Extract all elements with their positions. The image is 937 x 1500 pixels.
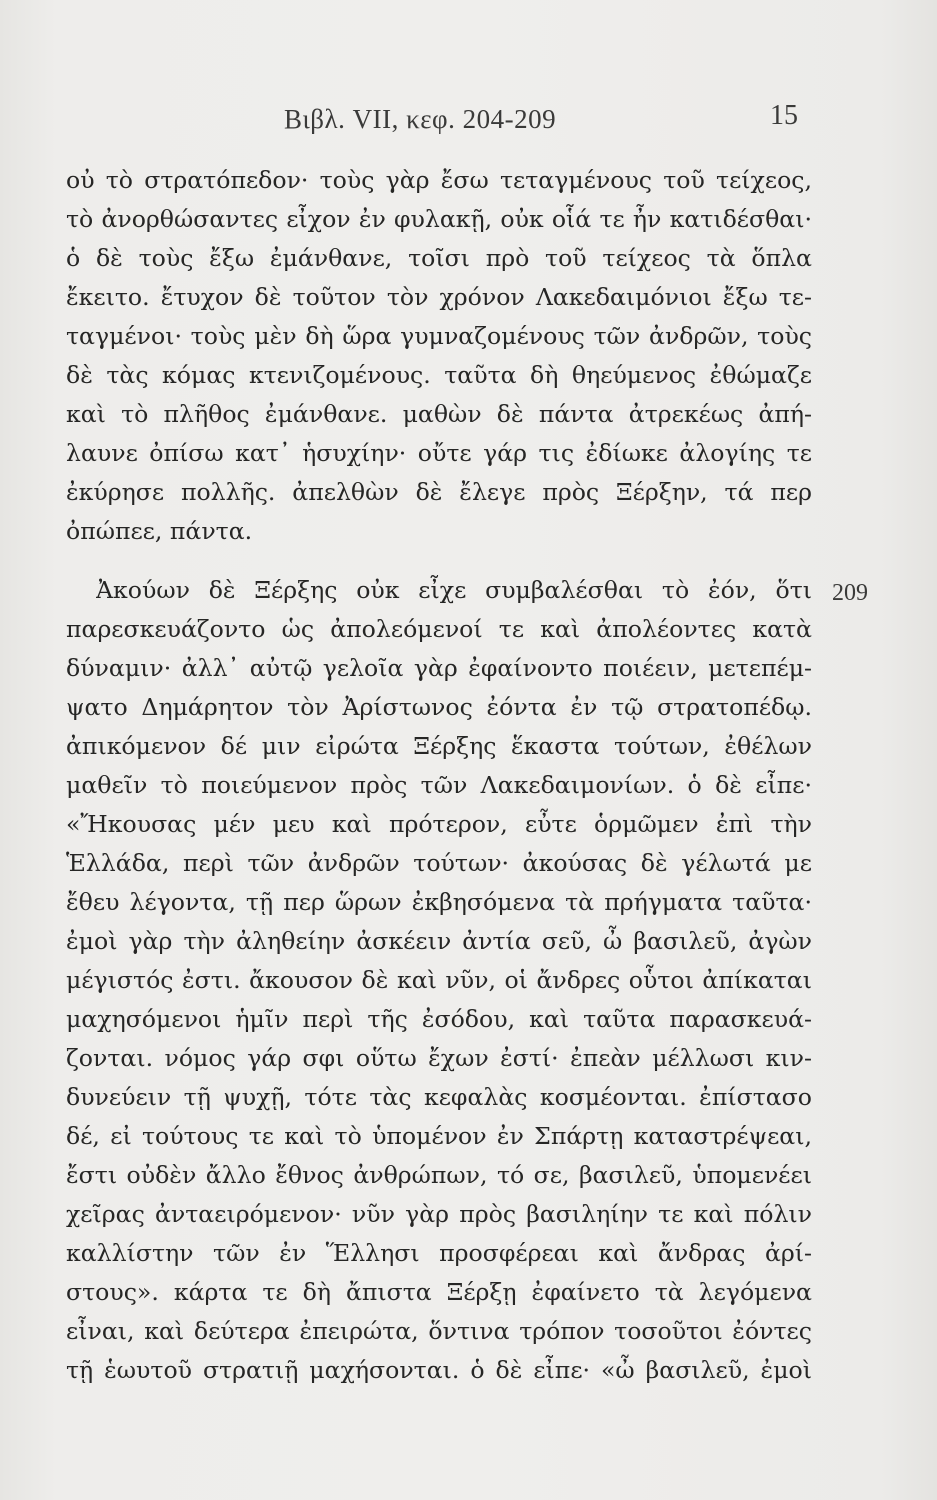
text-line: παρεσκευάζοντο ὡς ἀπολεόμενοί τε καὶ ἀπολέοντες κατὰ bbox=[66, 615, 812, 643]
text-line: δὲ τὰς κόμας κτενιζομένους. ταῦτα δὴ θηεύμενος ἐθώμαζε bbox=[66, 361, 812, 389]
page-number: 15 bbox=[770, 100, 798, 131]
text-line: χεῖρας ἀνταειρόμενον· νῦν γὰρ πρὸς βασιληίην τε καὶ πόλιν bbox=[66, 1200, 812, 1228]
text-line: Ἑλλάδα, περὶ τῶν ἀνδρῶν τούτων· ἀκούσας δὲ γέλωτά με bbox=[66, 849, 812, 877]
text-line: ἐμοὶ γὰρ τὴν ἀληθείην ἀσκέειν ἀντία σεῦ, ὦ βασιλεῦ, ἀγὼν bbox=[66, 927, 812, 955]
text-line: λαυνε ὀπίσω κατ᾽ ἡσυχίην· οὔτε γάρ τις ἐδίωκε ἀλογίης τε bbox=[66, 439, 812, 467]
text-line: ψατο Δημάρητον τὸν Ἀρίστωνος ἐόντα ἐν τῷ στρατοπέδῳ. bbox=[66, 693, 812, 721]
running-head: Βιβλ. VII, κεφ. 204-209 bbox=[284, 104, 557, 134]
text-line: στους». κάρτα τε δὴ ἄπιστα Ξέρξῃ ἐφαίνετο τὰ λεγόμενα bbox=[66, 1278, 812, 1306]
text-line: δυνεύειν τῇ ψυχῇ, τότε τὰς κεφαλὰς κοσμέονται. ἐπίστασο bbox=[66, 1083, 812, 1111]
text-line: τὸ ἀνορθώσαντες εἶχον ἐν φυλακῇ, οὐκ οἷά τε ἦν κατιδέσθαι· bbox=[66, 205, 812, 233]
text-line: ζονται. νόμος γάρ σφι οὕτω ἔχων ἐστί· ἐπεὰν μέλλωσι κιν- bbox=[66, 1044, 812, 1072]
text-line: τῇ ἑωυτοῦ στρατιῇ μαχήσονται. ὁ δὲ εἶπε· «ὦ βασιλεῦ, ἐμοὶ bbox=[66, 1356, 812, 1384]
text-line: εἶναι, καὶ δεύτερα ἐπειρώτα, ὅντινα τρόπον τοσοῦτοι ἐόντες bbox=[66, 1317, 812, 1345]
text-line: ταγμένοι· τοὺς μὲν δὴ ὥρα γυμναζομένους τῶν ἀνδρῶν, τοὺς bbox=[66, 322, 812, 350]
text-line: ἀπικόμενον δέ μιν εἰρώτα Ξέρξης ἕκαστα τούτων, ἐθέλων bbox=[66, 732, 812, 760]
text-line: δύναμιν· ἀλλ᾽ αὐτῷ γελοῖα γὰρ ἐφαίνοντο ποιέειν, μετεπέμ- bbox=[66, 654, 812, 682]
text-line: ἔθευ λέγοντα, τῇ περ ὥρων ἐκβησόμενα τὰ πρήγματα ταῦτα· bbox=[66, 888, 812, 916]
text-line: «Ἤκουσας μέν μευ καὶ πρότερον, εὖτε ὁρμῶμεν ἐπὶ τὴν bbox=[66, 810, 812, 838]
text-line: οὐ τὸ στρατόπεδον· τοὺς γὰρ ἔσω τεταγμένους τοῦ τείχεος, bbox=[66, 166, 812, 194]
text-line: ἔκειτο. ἔτυχον δὲ τοῦτον τὸν χρόνον Λακεδαιμόνιοι ἔξω τε- bbox=[66, 283, 812, 311]
text-line: Ἀκούων δὲ Ξέρξης οὐκ εἶχε συμβαλέσθαι τὸ ἐόν, ὅτι bbox=[96, 576, 812, 604]
text-line: ὀπώπεε, πάντα. bbox=[66, 517, 253, 545]
text-line: μέγιστός ἐστι. ἄκουσον δὲ καὶ νῦν, οἱ ἄνδρες οὗτοι ἀπίκαται bbox=[66, 966, 812, 994]
text-line: ὁ δὲ τοὺς ἔξω ἐμάνθανε, τοῖσι πρὸ τοῦ τείχεος τὰ ὅπλα bbox=[66, 244, 812, 272]
text-line: ἔστι οὐδὲν ἄλλο ἔθνος ἀνθρώπων, τό σε, βασιλεῦ, ὑπομενέει bbox=[66, 1161, 812, 1189]
text-line: μαθεῖν τὸ ποιεύμενον πρὸς τῶν Λακεδαιμονίων. ὁ δὲ εἶπε· bbox=[66, 771, 812, 799]
chapter-margin-number: 209 bbox=[832, 580, 868, 606]
text-line: καὶ τὸ πλῆθος ἐμάνθανε. μαθὼν δὲ πάντα ἀτρεκέως ἀπή- bbox=[66, 400, 812, 428]
text-line: μαχησόμενοι ἡμῖν περὶ τῆς ἐσόδου, καὶ ταῦτα παρασκευά- bbox=[66, 1005, 812, 1033]
text-line: καλλίστην τῶν ἐν Ἕλλησι προσφέρεαι καὶ ἄνδρας ἀρί- bbox=[66, 1239, 812, 1267]
text-line: ἐκύρησε πολλῆς. ἀπελθὼν δὲ ἔλεγε πρὸς Ξέρξην, τά περ bbox=[66, 478, 812, 506]
text-line: δέ, εἰ τούτους τε καὶ τὸ ὑπομένον ἐν Σπάρτῃ καταστρέψεαι, bbox=[66, 1122, 812, 1150]
